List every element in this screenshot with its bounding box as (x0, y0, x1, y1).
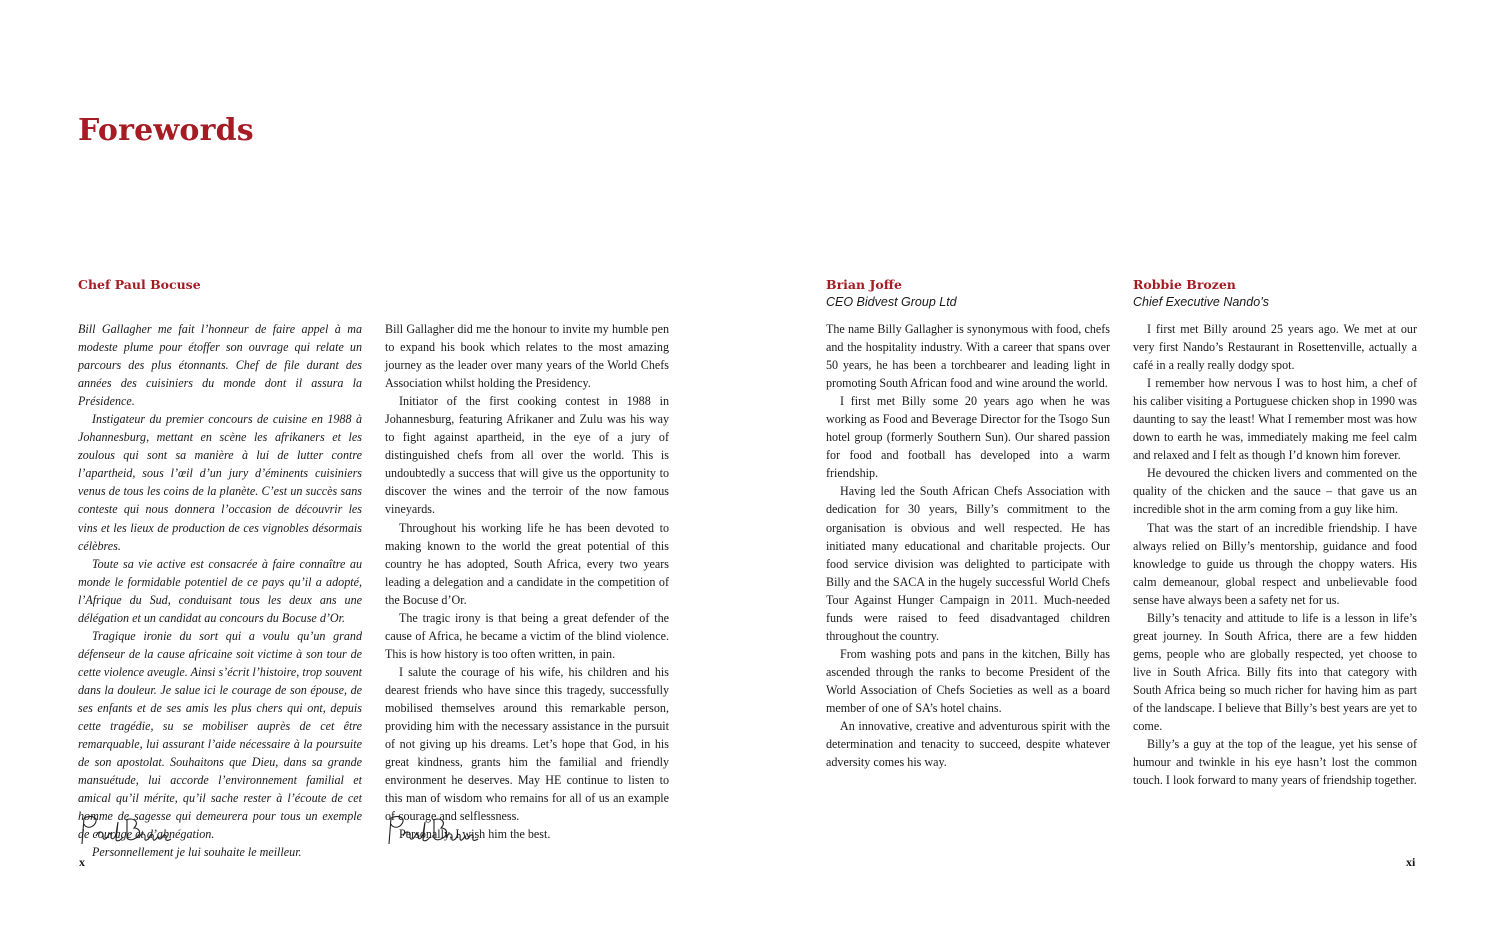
signature-icon (78, 812, 174, 848)
paragraph: Personally, I wish him the best. (399, 827, 551, 842)
paragraph: Toute sa vie active est consacrée à faire connaître au monde le formidable potentiel de ce pays qu’il a adopté, l’Afrique du Sud, conduisant tous les deux ans une délégation et un candidat au concours du Bocuse d’Or. (78, 556, 362, 625)
paragraph: Personnellement je lui souhaite le meilleur. (92, 845, 302, 860)
paragraph: I first met Billy some 20 years ago when he was working as Food and Beverage Director for the Tsogo Sun hotel group (formerly Southern Sun). Our shared passion for food and football has developed into a warm friendship. (826, 394, 1110, 481)
foreword-brozen (1133, 320, 1417, 789)
foreword-bocuse-english (385, 320, 669, 843)
paragraph: Bill Gallagher did me the honour to invite my humble pen to expand his book which relates to the most amazing journey as the leader over many years of the World Chefs Association whilst holding the Presidency. (385, 322, 669, 391)
paragraph: Bill Gallagher me fait l’honneur de faire appel à ma modeste plume pour étoffer son ouvrage qui relate un parcours des plus étonnants. Chef de file durant des années des cuisiniers du monde dont il assura la Présidence. (78, 322, 362, 409)
paragraph: The tragic irony is that being a great defender of the cause of Africa, he became a victim of the blind violence. This is how history is too often written, in pain. (385, 610, 669, 661)
signature-icon (385, 812, 481, 848)
foreword-joffe (826, 320, 1110, 771)
paragraph: Tragique ironie du sort qui a voulu qu’un grand défenseur de la cause africaine soit victime à son tour de cette violence aveugle. Ainsi s’écrit l’histoire, trop souvent dans la douleur. Je salue ici le courage de son épouse, de ses enfants et de ses amis les plus chers qui ont, depuis cette tragédie, su se mobiliser auprès de cet être remarquable, lui assurant l’aide nécessaire à la poursuite de son apostolat. Souhaitons que Dieu, dans sa grande mansuétude, lui accorde l’environnement familial et amical qu’il mérite, qu’il sache rester à l’écoute de cet homme de sagesse qui demeurera pour tous un exemple de courage et d’abnégation. (78, 628, 363, 842)
paragraph: I first met Billy around 25 years ago. We met at our very first Nando’s Restaurant in Rosettenville, actually a café in a really really dodgy spot. (1133, 322, 1417, 373)
paragraph: Initiator of the first cooking contest in 1988 in Johannesburg, featuring Afrikaner and Zulu was his way to fight against apartheid, in the eye of a jury of distinguished chefs from all over the world. This is undoubtedly a success that will give us the opportunity to discover the wines and the terroir of the now famous vineyards. (385, 394, 669, 517)
paragraph: Having led the South African Chefs Association with dedication for 30 years, Billy’s commitment to the organisation is obvious and well respected. He has initiated many educational and charitable projects. Our food service division was delighted to participate with Billy and the SACA in the hugely successful World Chefs Tour Against Hunger Campaign in 2011. Much-needed funds were raised to feed disadvantaged children throughout the country. (826, 484, 1110, 643)
paragraph: I salute the courage of his wife, his children and his dearest friends who have since this tragedy, successfully mobilised themselves around this remarkable person, providing him with the necessary assistance in the pursuit of not giving up his dreams. Let’s hope that God, in his great kindness, grants him the familial and friendly environment he deserves. May HE continue to listen to this man of wisdom who remains for all of us an example of courage and selflessness. (385, 664, 669, 824)
author-role-brozen: Chief Executive Nando’s (1133, 295, 1269, 309)
author-name-bocuse: Chef Paul Bocuse (78, 277, 201, 292)
page-number-right: xi (1406, 855, 1416, 869)
paragraph: An innovative, creative and adventurous spirit with the determination and tenacity to succeed, despite whatever adversity comes his way. (826, 719, 1110, 770)
paragraph: Throughout his working life he has been devoted to making known to the world the great potential of this country he has adopted, South Africa, every two years leading a delegation and a candidate in the competition of the Bocuse d’Or. (385, 520, 669, 607)
author-role-joffe: CEO Bidvest Group Ltd (826, 295, 957, 309)
paragraph: Billy’s a guy at the top of the league, yet his sense of humour and twinkle in his eye hasn’t lost the common touch. I look forward to many years of friendship together. (1133, 737, 1417, 788)
page-title: Forewords (78, 113, 254, 148)
paragraph: Instigateur du premier concours de cuisine en 1988 à Johannesburg, mettant en scène les afrikaners et les zoulous qui sont sa manière à lui de lutter contre l’apartheid, sous l’œil d’un jury d’éminents cuisiniers venus de tous les coins de la planète. C’est un succès sans conteste qui nous donnera l’occasion de découvrir les vins et les lieux de production de ces vignobles désormais célèbres. (78, 412, 362, 553)
paragraph: I remember how nervous I was to host him, a chef of his caliber visiting a Portuguese chicken shop in 1990 was daunting to say the least! What I remember most was how down to earth he was, immediately making me feel calm and relaxed and I felt as though I’d known him forever. (1133, 376, 1417, 463)
paragraph: That was the start of an incredible friendship. I have always relied on Billy’s mentorship, guidance and food knowledge to guide us through the choppy waters. His calm demeanour, global respect and unbelievable food sense have always been a safety net for us. (1133, 520, 1417, 607)
foreword-bocuse-french (78, 320, 362, 861)
author-name-joffe: Brian Joffe (826, 277, 902, 292)
paragraph: He devoured the chicken livers and commented on the quality of the chicken and the sauce – that gave us an incredible shot in the arm coming from a guy like him. (1133, 466, 1417, 517)
paragraph: From washing pots and pans in the kitchen, Billy has ascended through the ranks to become President of the World Association of Chefs Societies as well as a board member of one of SA’s hotel chains. (826, 646, 1110, 715)
paragraph: Billy’s tenacity and attitude to life is a lesson in life’s great journey. In South Africa, there are a few hidden gems, people who are globally respected, yet choose to live in South Africa. Billy fits into that category with South Africa being so much richer for having him as part of the landscape. I believe that Billy’s best years are yet to come. (1133, 610, 1417, 734)
paragraph: The name Billy Gallagher is synonymous with food, chefs and the hospitality industry. With a career that spans over 50 years, he has been a torchbearer and leading light in promoting South African food and wine around the world. (826, 322, 1110, 391)
author-name-brozen: Robbie Brozen (1133, 277, 1236, 292)
page-number-left: x (79, 855, 85, 869)
